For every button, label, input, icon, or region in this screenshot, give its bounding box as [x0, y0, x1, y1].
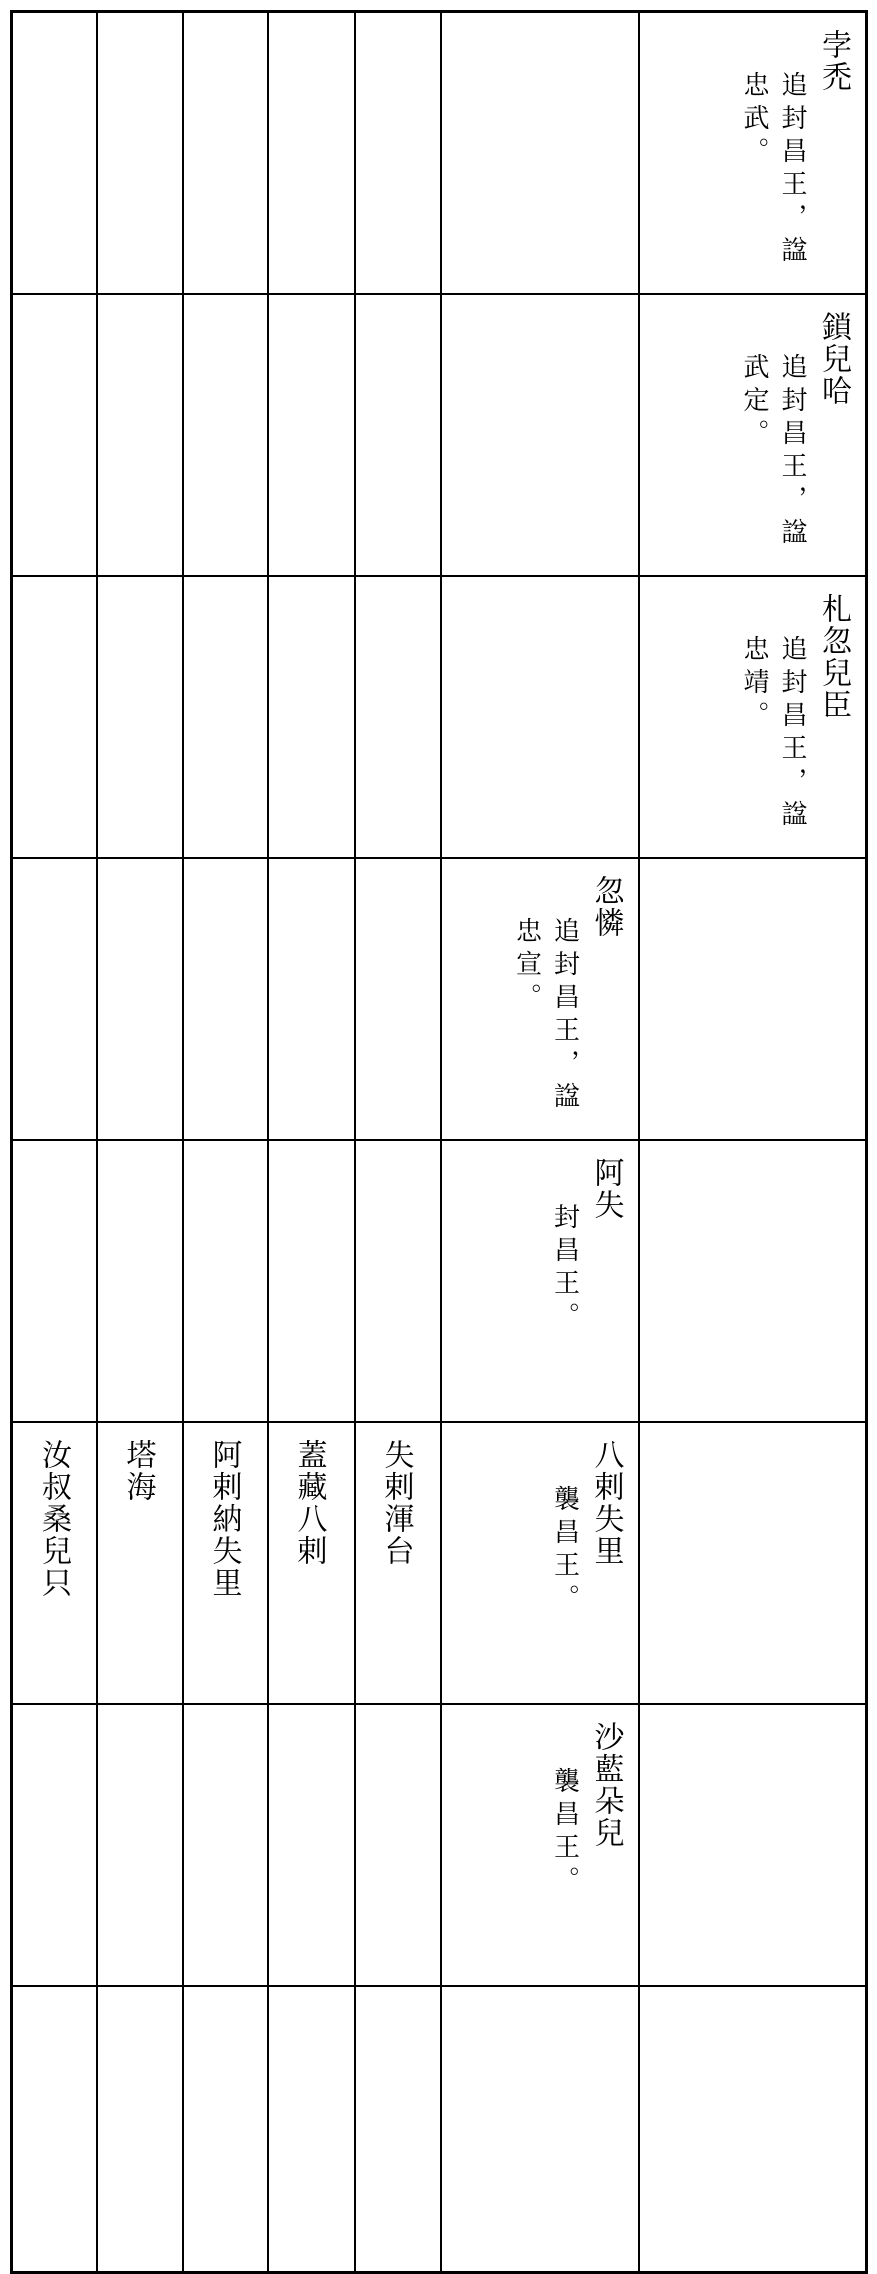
table-cell: [639, 12, 867, 295]
person-name: 阿剌納失里: [206, 1439, 242, 1599]
person-name: 八剌失里: [588, 1439, 624, 1567]
table-cell: [97, 1140, 183, 1422]
table-cell: [355, 1704, 441, 1986]
person-name: 忽憐: [588, 875, 624, 939]
table-cell: [441, 12, 639, 295]
person-note: 追封昌王，諡 忠武。: [739, 71, 807, 269]
table-row: [12, 1986, 867, 2273]
table-cell: [355, 12, 441, 295]
table-cell: [183, 1986, 268, 2273]
table-cell: [268, 1704, 355, 1986]
table-cell: [12, 294, 97, 576]
genealogy-table: [10, 10, 868, 2274]
person-name: 鎖兒哈: [816, 311, 851, 407]
person-note: 封昌王。: [549, 1203, 580, 1335]
table-cell: [183, 1140, 268, 1422]
table-cell: [639, 294, 867, 576]
table-cell: [97, 1422, 183, 1704]
person-name: 蓋藏八剌: [291, 1439, 327, 1567]
table-cell: [639, 1422, 867, 1704]
table-cell: [355, 1422, 441, 1704]
table-cell: [12, 1986, 97, 2273]
table-cell: [639, 858, 867, 1140]
table-cell: [97, 1704, 183, 1986]
table-row: [12, 1704, 867, 1986]
person-note: 追封昌王，諡 武定。: [739, 353, 807, 551]
person-name: 塔海: [120, 1439, 156, 1503]
person-note: 追封昌王，諡 忠靖。: [739, 635, 807, 833]
person-name: 沙藍朵兒: [588, 1721, 624, 1849]
table-cell: [183, 1422, 268, 1704]
table-cell: [441, 1986, 639, 2273]
table-row: [12, 12, 867, 295]
person-note: 追封昌王，諡 忠宣。: [511, 917, 580, 1115]
table-cell: [183, 576, 268, 858]
table-cell: [268, 1422, 355, 1704]
person-note: 襲昌王。: [549, 1485, 580, 1617]
table-cell: [12, 576, 97, 858]
table-cell: [97, 858, 183, 1140]
table-cell: [268, 1140, 355, 1422]
table-cell: [268, 576, 355, 858]
table-cell: [639, 576, 867, 858]
table-cell: [441, 294, 639, 576]
table-cell: [268, 1986, 355, 2273]
table-cell: [183, 294, 268, 576]
table-cell: [268, 12, 355, 295]
table-cell: [441, 576, 639, 858]
table-cell: [639, 1704, 867, 1986]
table-cell: [97, 1986, 183, 2273]
table-cell: [441, 858, 639, 1140]
table-cell: [183, 12, 268, 295]
table-cell: [441, 1422, 639, 1704]
person-name: 阿失: [588, 1157, 624, 1221]
table-cell: [639, 1140, 867, 1422]
table-cell: [12, 12, 97, 295]
table-cell: [12, 1140, 97, 1422]
table-cell: [268, 858, 355, 1140]
table-cell: [12, 1704, 97, 1986]
person-name: 孛禿: [816, 29, 851, 93]
table-cell: [97, 294, 183, 576]
table-cell: [355, 576, 441, 858]
table-cell: [355, 1140, 441, 1422]
table-row: [12, 858, 867, 1140]
table-row: [12, 294, 867, 576]
table-cell: [97, 12, 183, 295]
table-cell: [441, 1704, 639, 1986]
table-row: [12, 1140, 867, 1422]
table-row: [12, 576, 867, 858]
table-cell: [639, 1986, 867, 2273]
table-cell: [441, 1140, 639, 1422]
table-cell: [12, 858, 97, 1140]
table-cell: [97, 576, 183, 858]
person-name: 札忽兒臣: [816, 593, 851, 721]
table-cell: [12, 1422, 97, 1704]
table-cell: [268, 294, 355, 576]
table-cell: [183, 1704, 268, 1986]
table-cell: [355, 1986, 441, 2273]
person-name: 失剌渾台: [378, 1439, 414, 1567]
table-cell: [355, 858, 441, 1140]
table-row: [12, 1422, 867, 1704]
person-note: 襲昌王。: [549, 1767, 580, 1899]
table-cell: [355, 294, 441, 576]
table-cell: [183, 858, 268, 1140]
person-name: 汝叔桑兒只: [36, 1439, 71, 1599]
